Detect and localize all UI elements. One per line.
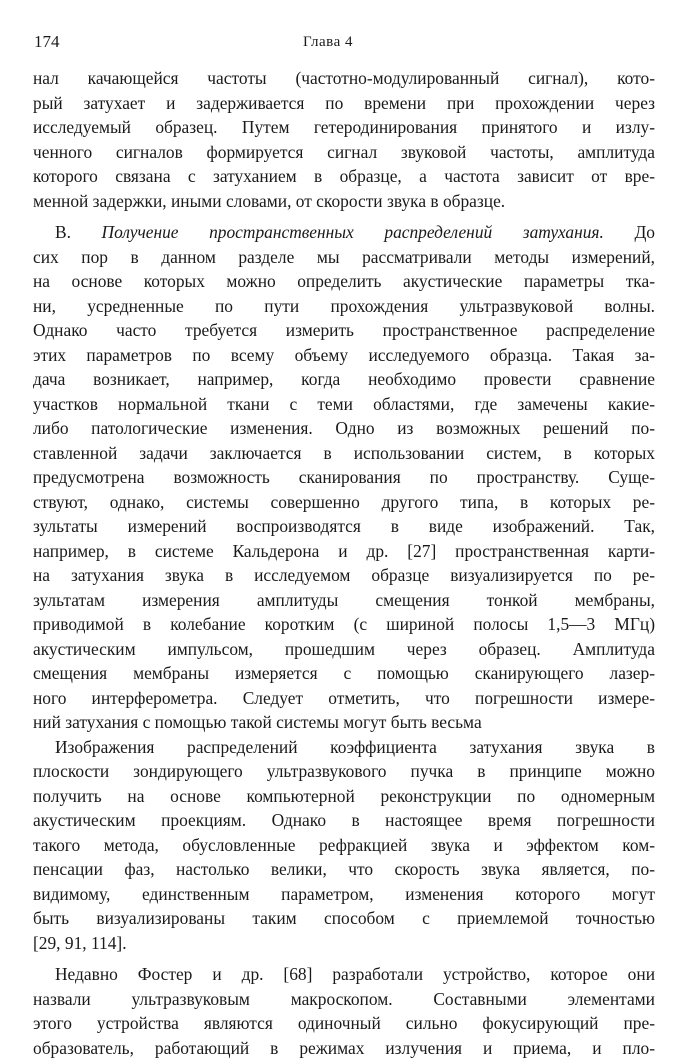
text-line: рый затухает и задерживается по времени при прохождении через	[33, 91, 655, 116]
section-heading: Получение пространственных распределений затухания.	[102, 222, 604, 242]
text-line: предусмотрена возможность сканирования по пространству. Суще-	[33, 465, 655, 490]
paragraph	[33, 962, 655, 1060]
text-line: образователь, работающий в режимах излучения и приема, и пло-	[33, 1036, 655, 1060]
section-heading-line	[33, 220, 655, 245]
text-line: Изображения распределений коэффициента затухания звука в	[33, 735, 655, 760]
text-line: ного интерферометра. Следует отметить, что погрешности измере-	[33, 686, 655, 711]
section-label: В.	[55, 222, 102, 242]
text-line: нал качающейся частоты (частотно-модулированный сигнал), кото-	[33, 66, 655, 91]
paragraph	[33, 735, 655, 956]
text-line: исследуемый образец. Путем гетеродинирования принятого и излу-	[33, 115, 655, 140]
heading-line-rest: До	[604, 222, 655, 242]
text-line: такого метода, обусловленные рефракцией звука и эффектом ком-	[33, 833, 655, 858]
page-number: 174	[34, 32, 60, 52]
text-line: ни, усредненные по пути прохождения ультразвуковой волны.	[33, 294, 655, 319]
text-line: приводимой в колебание коротким (с шириной полосы 1,5—3 МГц)	[33, 612, 655, 637]
text-line: Недавно Фостер и др. [68] разработали устройство, которое они	[33, 962, 655, 987]
text-line: например, в системе Кальдерона и др. [27] пространственная карти-	[33, 539, 655, 564]
text-line: сих пор в данном разделе мы рассматривали методы измерений,	[33, 245, 655, 270]
text-line: ставленной задачи заключается в использовании систем, в которых	[33, 441, 655, 466]
text-line: плоскости зондирующего ультразвукового пучка в принципе можно	[33, 759, 655, 784]
text-line: этого устройства являются одиночный сильно фокусирующий пре-	[33, 1011, 655, 1036]
text-line: этих параметров по всему объему исследуемого образца. Такая за-	[33, 343, 655, 368]
text-line: видимому, единственным параметром, изменения которого могут	[33, 882, 655, 907]
text-line: [29, 91, 114].	[33, 931, 655, 956]
text-line: зультатам измерения амплитуды смещения тонкой мембраны,	[33, 588, 655, 613]
text-line: участков нормальной ткани с теми областями, где замечены какие-	[33, 392, 655, 417]
text-line: на основе которых можно определить акустические параметры тка-	[33, 269, 655, 294]
paragraph	[33, 66, 655, 213]
text-line: получить на основе компьютерной реконструкции по одномерным	[33, 784, 655, 809]
body-text	[33, 66, 655, 1060]
text-line: ченного сигналов формируется сигнал звуковой частоты, амплитуда	[33, 140, 655, 165]
text-line: смещения мембраны измеряется с помощью сканирующего лазер-	[33, 661, 655, 686]
text-line: зультаты измерений воспроизводятся в виде изображений. Так,	[33, 514, 655, 539]
text-line: менной задержки, иными словами, от скорости звука в образце.	[33, 189, 655, 214]
running-head: Глава 4	[303, 34, 353, 51]
text-line: пенсации фаз, настолько велики, что скорость звука является, по-	[33, 857, 655, 882]
text-line: либо патологические изменения. Одно из возможных решений по-	[33, 416, 655, 441]
text-line: которого связана с затуханием в образце, а частота зависит от вре-	[33, 164, 655, 189]
text-line: акустическим проекциям. Однако в настоящее время погрешности	[33, 808, 655, 833]
text-line: акустическим импульсом, прошедшим через образец. Амплитуда	[33, 637, 655, 662]
text-line: ний затухания с помощью такой системы могут быть весьма	[33, 710, 655, 735]
text-line: назвали ультразвуковым макроскопом. Составными элементами	[33, 987, 655, 1012]
text-line: дача возникает, например, когда необходимо провести сравнение	[33, 367, 655, 392]
text-line: Однако часто требуется измерить пространственное распределение	[33, 318, 655, 343]
paragraph	[33, 220, 655, 735]
text-line: на затухания звука в исследуемом образце визуализируется по ре-	[33, 563, 655, 588]
text-line: быть визуализированы таким способом с приемлемой точностью	[33, 906, 655, 931]
text-line: ствуют, однако, системы совершенно другого типа, в которых ре-	[33, 490, 655, 515]
